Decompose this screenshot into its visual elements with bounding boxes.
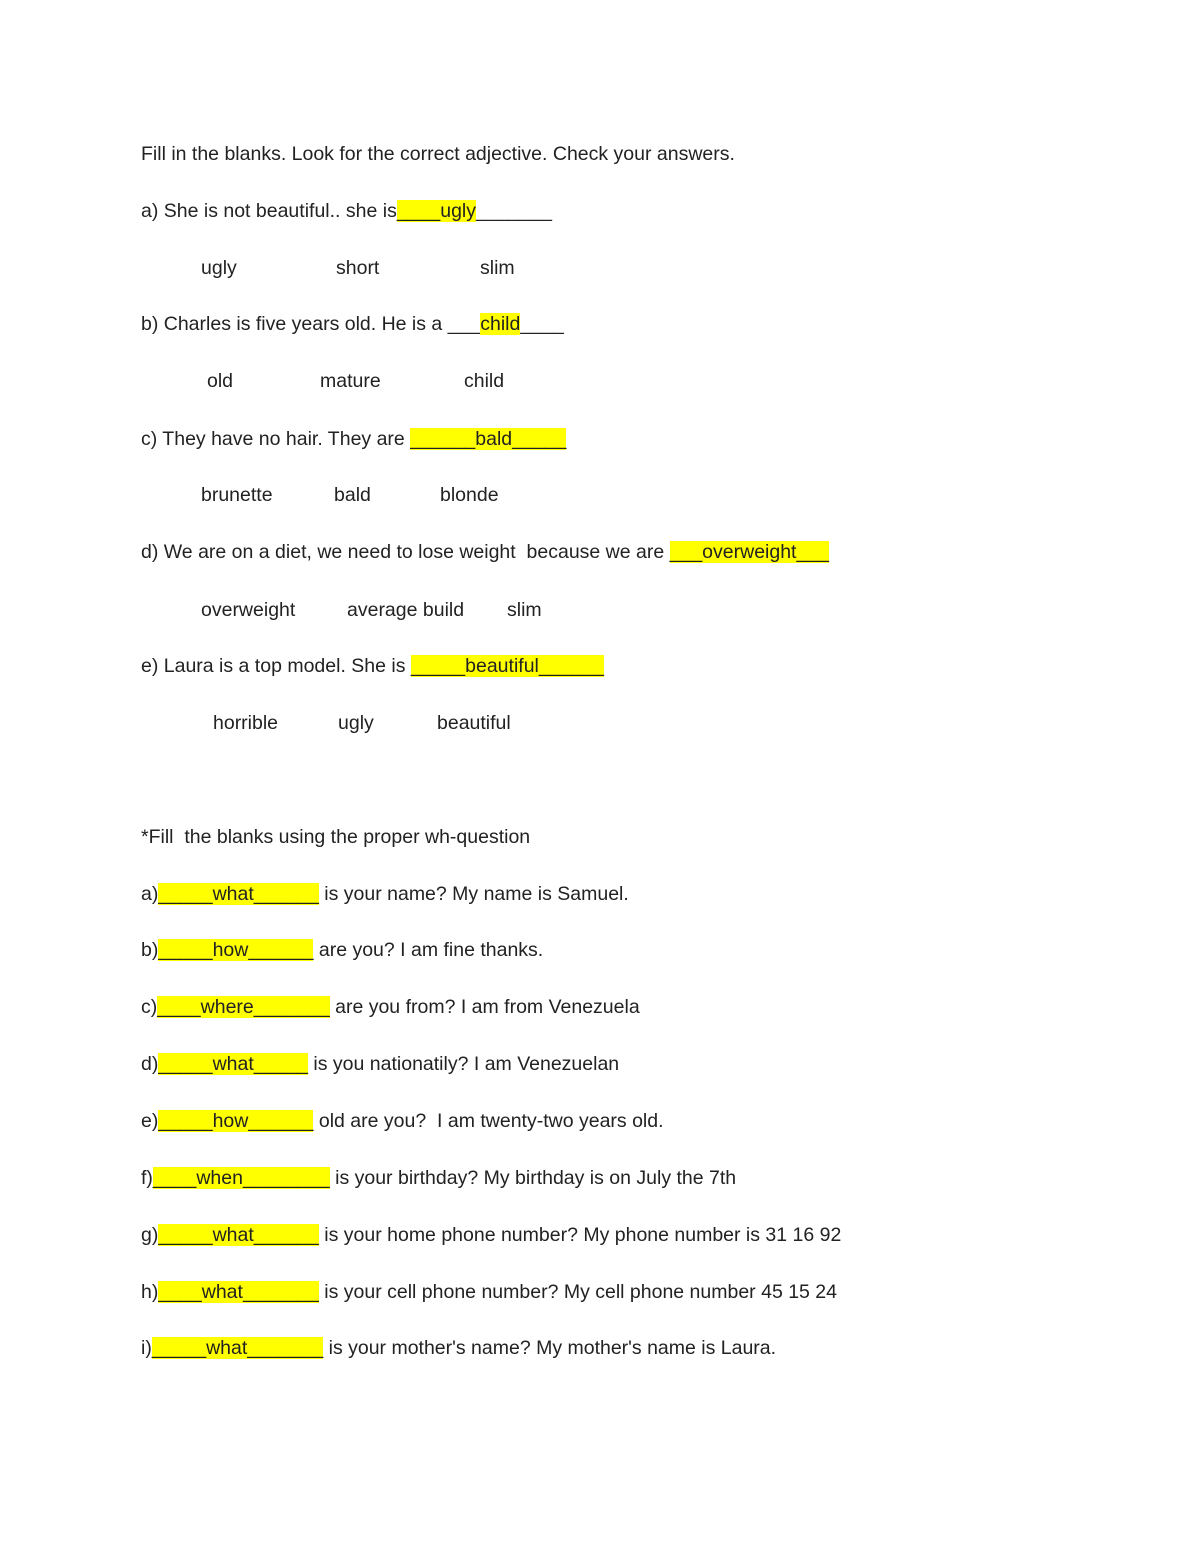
option: old (207, 370, 234, 392)
answer-highlight (158, 1110, 313, 1132)
blank-post: ___ (796, 541, 830, 563)
blank-pre: ____ (152, 1167, 197, 1189)
wh-question-d (141, 1052, 619, 1076)
answer-highlight (158, 1053, 308, 1075)
question-text: b) Charles is five years old. He is a ___ (141, 313, 481, 335)
answer-text: what (212, 1224, 254, 1246)
wh-question-e (141, 1109, 664, 1133)
options-row-b (0, 369, 1200, 393)
options-row-c (0, 483, 1200, 507)
answer-highlight (480, 313, 520, 335)
question-text: is your name? My name is Samuel. (318, 883, 629, 905)
option: brunette (201, 484, 273, 506)
adjective-question-b (141, 312, 564, 336)
wh-question-h (141, 1280, 837, 1304)
wh-question-i (141, 1336, 776, 1360)
blank-post: _____ (512, 428, 567, 450)
question-text: are you? I am fine thanks. (313, 939, 544, 961)
adjectives-instruction: Fill in the blanks. Look for the correct adjective. Check your answers. (141, 143, 735, 165)
item-label: h) (141, 1281, 159, 1303)
option: ugly (338, 712, 374, 734)
question-text: is your birthday? My birthday is on July the 7th (329, 1167, 737, 1189)
blank-post: ________ (242, 1167, 330, 1189)
answer-text: beautiful (465, 655, 539, 677)
item-label: i) (141, 1337, 152, 1359)
blank-pre: _____ (158, 1110, 213, 1132)
item-label: e) (141, 1110, 159, 1132)
answer-highlight (157, 996, 329, 1018)
blank-pre: _____ (158, 883, 213, 905)
wh-question-a (141, 882, 629, 906)
question-text: is you nationatily? I am Venezuelan (308, 1053, 620, 1075)
options-row-e (0, 711, 1200, 735)
question-text: is your mother's name? My mother's name is Laura. (323, 1337, 777, 1359)
answer-text: when (196, 1167, 243, 1189)
answer-text: bald (475, 428, 513, 450)
blank-post: ______ (538, 655, 604, 677)
blank-post: ______ (253, 1224, 319, 1246)
answer-highlight (153, 1167, 330, 1189)
option: short (336, 257, 380, 279)
question-text: is your home phone number? My phone number is 31 16 92 (318, 1224, 842, 1246)
answer-text: how (212, 939, 249, 961)
wh-instruction: *Fill the blanks using the proper wh-question (141, 826, 531, 848)
blank-pre: _____ (158, 939, 213, 961)
item-label: d) (141, 1053, 159, 1075)
answer-highlight (158, 939, 313, 961)
answer-highlight (152, 1337, 323, 1359)
answer-text: ugly (440, 200, 476, 222)
question-text: a) She is not beautiful.. she is (141, 200, 397, 222)
adjective-question-d (141, 540, 829, 564)
option: beautiful (437, 712, 511, 734)
answer-highlight (397, 200, 476, 222)
item-label: c) (141, 996, 158, 1018)
blank-post: _______ (247, 1337, 324, 1359)
blank-pre: _____ (158, 1053, 213, 1075)
answer-text: child (480, 313, 521, 335)
item-label: a) (141, 883, 159, 905)
options-row-a (0, 256, 1200, 280)
blank-pre: ___ (669, 541, 703, 563)
option: slim (480, 257, 515, 279)
blank-pre: ____ (396, 200, 441, 222)
item-label: g) (141, 1224, 159, 1246)
blank-trailing: ____ (520, 313, 564, 335)
question-text: is your cell phone number? My cell phone number 45 15 24 (318, 1281, 837, 1303)
answer-highlight (158, 883, 319, 905)
adjective-question-c (141, 427, 566, 451)
wh-question-b (141, 938, 543, 962)
blank-pre: ____ (157, 996, 201, 1018)
wh-question-f (141, 1166, 736, 1190)
options-row-d (0, 598, 1200, 622)
blank-pre: _____ (410, 655, 466, 677)
blank-post: ______ (253, 883, 319, 905)
item-label: f) (141, 1167, 153, 1189)
option: bald (334, 484, 371, 506)
question-text: old are you? I am twenty-two years old. (313, 1110, 664, 1132)
answer-text: what (201, 1281, 243, 1303)
option: horrible (213, 712, 279, 734)
answer-highlight (158, 1281, 319, 1303)
item-label: b) (141, 939, 159, 961)
adjective-question-a (141, 199, 552, 223)
blank-post: _______ (253, 996, 330, 1018)
answer-text: how (212, 1110, 249, 1132)
blank-post: ______ (248, 939, 314, 961)
adjective-question-e (141, 654, 604, 678)
option: slim (507, 599, 542, 621)
blank-trailing: _______ (476, 200, 552, 222)
question-text: d) We are on a diet, we need to lose weight because we are (141, 541, 670, 563)
answer-highlight (410, 428, 566, 450)
wh-question-g (141, 1223, 841, 1247)
answer-text: what (212, 883, 254, 905)
answer-highlight (411, 655, 604, 677)
blank-pre: _____ (151, 1337, 207, 1359)
answer-text: what (212, 1053, 254, 1075)
answer-text: what (206, 1337, 248, 1359)
option: blonde (440, 484, 499, 506)
option: overweight (201, 599, 296, 621)
blank-pre: ______ (410, 428, 476, 450)
question-text: e) Laura is a top model. She is (141, 655, 411, 677)
answer-highlight (670, 541, 829, 563)
wh-question-c (141, 995, 640, 1019)
option: ugly (201, 257, 237, 279)
question-text: are you from? I am from Venezuela (329, 996, 640, 1018)
blank-post: ______ (248, 1110, 314, 1132)
option: child (464, 370, 505, 392)
blank-post: _____ (253, 1053, 309, 1075)
blank-post: _______ (242, 1281, 319, 1303)
blank-pre: ____ (158, 1281, 202, 1303)
question-text: c) They have no hair. They are (141, 428, 411, 450)
answer-highlight (158, 1224, 319, 1246)
answer-text: overweight (702, 541, 797, 563)
blank-pre: _____ (158, 1224, 213, 1246)
option: mature (320, 370, 381, 392)
option: average build (347, 599, 465, 621)
answer-text: where (200, 996, 254, 1018)
